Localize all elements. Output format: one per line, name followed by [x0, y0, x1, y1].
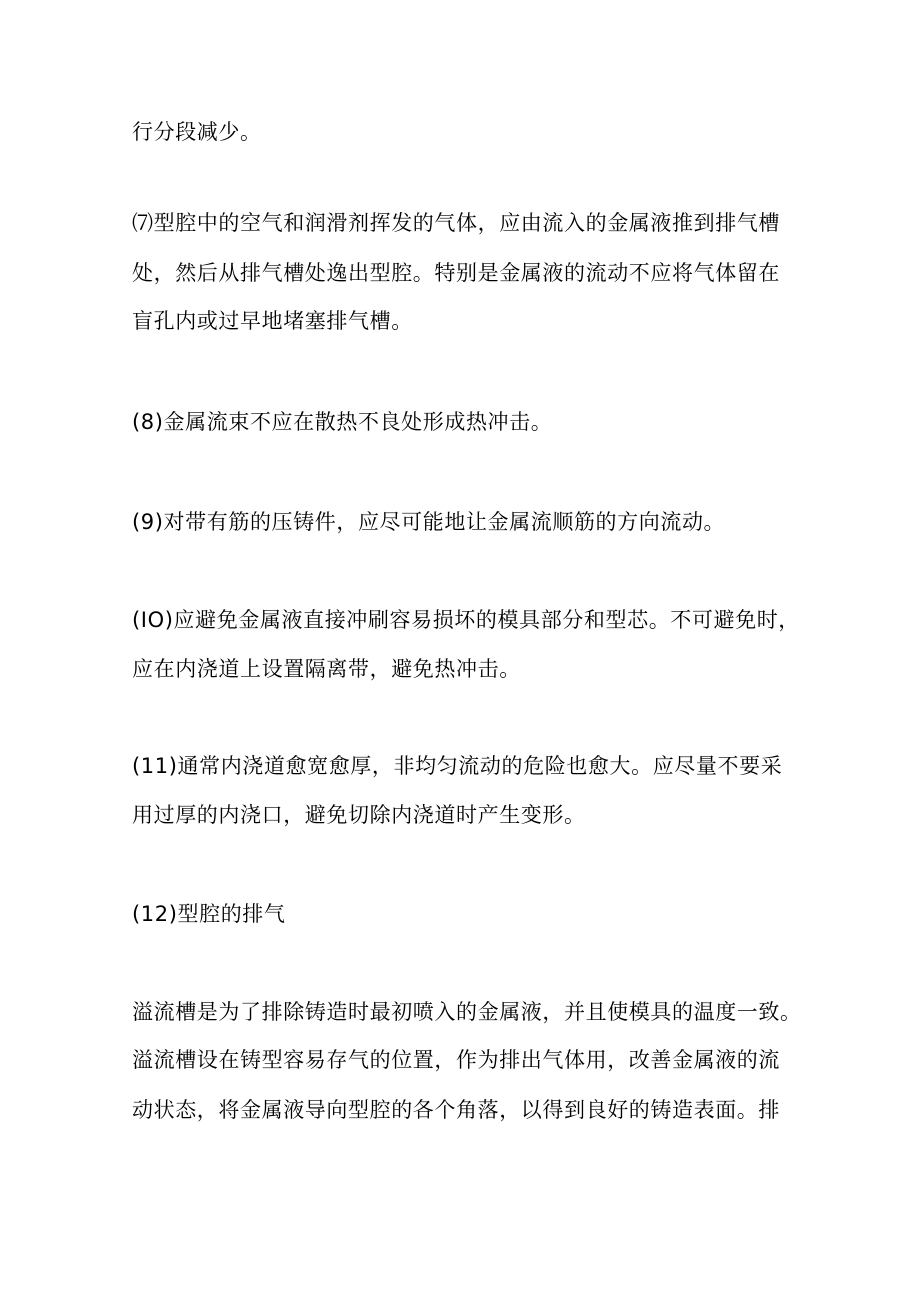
- text-line: (8)金属流束不应在散热不良处形成热冲击。: [132, 410, 553, 434]
- text-line: 应在内浇道上设置隔离带，避免热冲击。: [132, 657, 521, 681]
- text-line: 用过厚的内浇口，避免切除内浇道时产生变形。: [132, 803, 586, 827]
- text-line: (IO)应避免金属液直接冲刷容易损坏的模具部分和型芯。不可避免时，: [132, 608, 800, 632]
- text-line: (11)通常内浇道愈宽愈厚，非均匀流动的危险也愈大。应尽量不要采: [132, 754, 783, 778]
- text-line: (9)对带有筋的压铸件，应尽可能地让金属流顺筋的方向流动。: [132, 510, 726, 534]
- text-line: 行分段减少。: [132, 120, 262, 144]
- text-line: 动状态，将金属液导向型腔的各个角落，以得到良好的铸造表面。排: [132, 1098, 780, 1122]
- text-line: 溢流槽是为了排除铸造时最初喷入的金属液，并且使模具的温度一致。: [132, 1000, 802, 1024]
- text-line: 处，然后从排气槽处逸出型腔。特别是金属液的流动不应将气体留在: [132, 261, 780, 285]
- text-line: 溢流槽设在铸型容易存气的位置，作为排出气体用，改善金属液的流: [132, 1048, 780, 1072]
- text-line: (12)型腔的排气: [132, 902, 286, 926]
- text-line: 盲孔内或过早地堵塞排气槽。: [132, 309, 413, 333]
- text-line: ⑺型腔中的空气和润滑剂挥发的气体，应由流入的金属液推到排气槽: [132, 211, 780, 235]
